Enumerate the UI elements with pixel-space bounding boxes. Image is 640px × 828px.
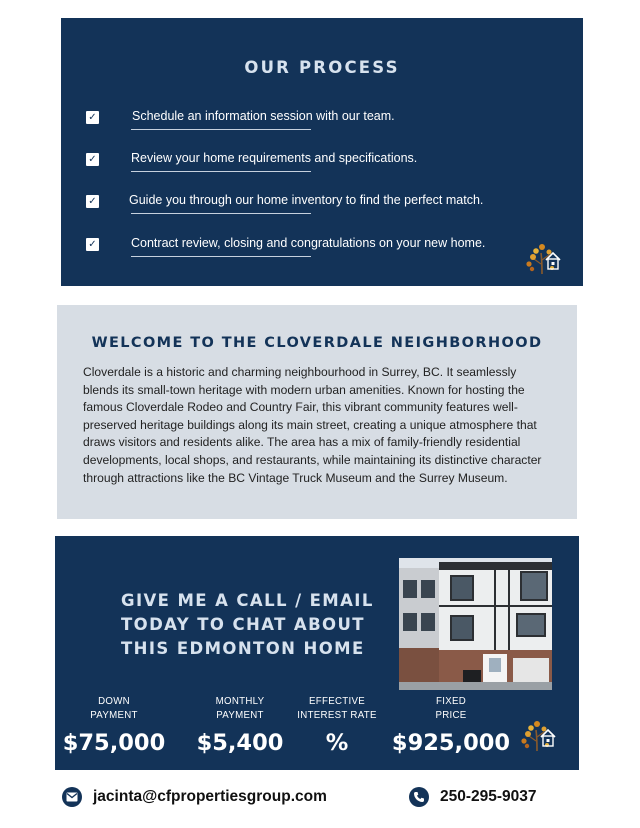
checkbox-icon: ✓ xyxy=(86,153,99,166)
phone-icon xyxy=(409,787,429,807)
stat-label-line: PAYMENT xyxy=(216,710,264,721)
process-step xyxy=(61,109,583,139)
stat-label xyxy=(55,695,173,723)
divider xyxy=(131,256,311,257)
description-line: draws visitors and residents alike. The area has a mix of family-friendly residential xyxy=(83,435,521,450)
process-step xyxy=(61,236,583,266)
checkbox-icon: ✓ xyxy=(86,238,99,251)
neighborhood-card xyxy=(57,305,577,519)
fixed-price-stat xyxy=(385,695,517,756)
stat-value: $5,400 xyxy=(196,730,284,756)
stat-label-line: EFFECTIVE xyxy=(309,696,365,707)
house-tree-logo-icon xyxy=(517,717,557,753)
house-tree-logo-icon xyxy=(522,240,562,276)
process-card xyxy=(61,18,583,286)
phone-link[interactable] xyxy=(409,786,537,808)
description-line: famous Cloverdale Rodeo and Country Fair, this vibrant community features well- xyxy=(83,400,518,415)
neighborhood-description xyxy=(83,364,557,487)
description-line: blends its small-town heritage with modern urban amenities. Known for hosting the xyxy=(83,382,525,397)
description-line: Cloverdale is a historic and charming neighbourhood in Surrey, BC. It seamlessly xyxy=(83,365,517,379)
process-step-text: Schedule an information session with our team. xyxy=(132,109,395,123)
divider xyxy=(131,213,311,214)
process-step-text: Review your home requirements and specifications. xyxy=(131,151,418,165)
call-heading-line: GIVE ME A CALL / EMAIL xyxy=(121,591,374,610)
description-line: preserved heritage buildings along its main street, creating a unique atmosphere that xyxy=(83,417,537,432)
process-title: OUR PROCESS xyxy=(244,58,400,77)
email-link[interactable] xyxy=(62,786,327,808)
checkbox-icon: ✓ xyxy=(86,195,99,208)
process-step-text: Guide you through our home inventory to find the perfect match. xyxy=(129,193,484,207)
stat-label xyxy=(385,695,517,723)
call-heading-line: TODAY TO CHAT ABOUT xyxy=(121,615,365,634)
home-photo xyxy=(399,558,552,690)
stat-label-line: PRICE xyxy=(435,710,467,721)
stat-label-line: FIXED xyxy=(435,696,467,707)
divider xyxy=(131,171,311,172)
description-line: through attractions like the BC Vintage Truck Museum and the Surrey Museum. xyxy=(83,470,508,485)
down-payment-stat xyxy=(55,695,173,756)
stat-label-line: PAYMENT xyxy=(90,710,138,721)
monthly-payment-stat xyxy=(183,695,297,756)
stat-label-line: INTEREST RATE xyxy=(297,710,377,721)
stat-label-line: MONTHLY xyxy=(215,696,265,707)
call-heading xyxy=(121,589,374,661)
divider xyxy=(131,129,311,130)
description-line: developments, local shops, and restaurants, while maintaining its distinctive character xyxy=(83,452,542,467)
call-heading-line: THIS EDMONTON HOME xyxy=(121,639,365,658)
interest-rate-stat xyxy=(285,695,389,756)
stat-label-line: DOWN xyxy=(98,696,130,707)
process-step xyxy=(61,151,583,181)
neighborhood-title: WELCOME TO THE CLOVERDALE NEIGHBORHOOD xyxy=(91,335,543,351)
process-step-text: Contract review, closing and congratulations on your new home. xyxy=(131,236,486,250)
process-step xyxy=(61,193,583,223)
call-to-action-card xyxy=(55,536,579,770)
email-icon xyxy=(62,787,82,807)
phone-number: 250-295-9037 xyxy=(440,788,537,805)
stat-label xyxy=(183,695,297,723)
stat-label xyxy=(285,695,389,723)
stat-value: % xyxy=(325,730,349,756)
checkbox-icon: ✓ xyxy=(86,111,99,124)
stat-value: $75,000 xyxy=(62,730,166,756)
stat-value: $925,000 xyxy=(391,730,511,756)
email-address: jacinta@cfpropertiesgroup.com xyxy=(93,788,327,805)
